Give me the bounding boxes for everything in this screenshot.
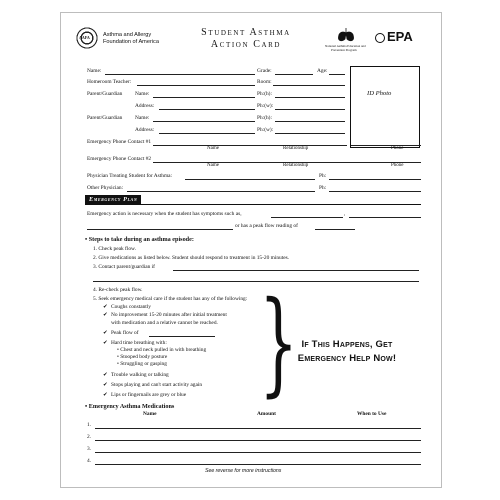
physician-label: Physician Treating Student for Asthma: (87, 173, 173, 179)
physician-phone-label: Ph: (319, 173, 327, 179)
symptom-trouble-walking: Trouble walking or talking (111, 372, 169, 378)
other-physician-line[interactable] (127, 191, 315, 192)
plan-comma: , (344, 211, 346, 217)
plan-intro-a: Emergency action is necessary when the student has symptoms such as, (87, 211, 242, 217)
parent1-address-line[interactable] (159, 109, 255, 110)
parent2-phone-home-label: Ph:(h): (257, 115, 272, 121)
physician-line[interactable] (185, 179, 315, 180)
step-5: 5. Seek emergency medical care if the student has any of the following: (93, 296, 248, 302)
other-physician-phone-line[interactable] (329, 191, 421, 192)
other-physician-phone-label: Ph: (319, 185, 327, 191)
contact-parent-condition-line[interactable] (173, 270, 419, 271)
name-line[interactable] (105, 74, 255, 75)
ec1-col-name: Name (207, 146, 219, 151)
check-icon: ✔ (103, 312, 108, 318)
aafa-logo-text: AAFA (79, 35, 90, 40)
med-row-number-3: 3. (87, 446, 92, 452)
med-row-number-4: 4. (87, 458, 92, 464)
physician-phone-line[interactable] (329, 179, 421, 180)
homeroom-line[interactable] (137, 85, 255, 86)
symptom-hard-breathing: Hard time breathing with: (111, 340, 167, 346)
age-line[interactable] (329, 74, 345, 75)
org-name-line2: Foundation of America (103, 39, 159, 45)
med-row-line-4[interactable] (95, 464, 421, 465)
step-3: 3. Contact parent/guardian if (93, 264, 155, 270)
check-icon: ✔ (103, 372, 108, 378)
symptom-no-improvement-cont: with medication and a relative cannot be reached. (111, 320, 218, 326)
step-2: 2. Give medications as listed below. Student should respond to treatment in 15-20 minutes. (93, 255, 290, 261)
symptom-peak-flow-line[interactable] (149, 336, 215, 337)
symptom-stops-playing: Stops playing and can't start activity again (111, 382, 203, 388)
parent1-address-label: Address: (135, 103, 155, 109)
parent2-address-label: Address: (135, 127, 155, 133)
emergency-contact1-label: Emergency Phone Contact #1 (87, 139, 152, 145)
meds-heading: • Emergency Asthma Medications (85, 403, 175, 410)
other-physician-label: Other Physician: (87, 185, 124, 191)
naeep-line2: Prevention Program (331, 48, 357, 52)
symptom-no-improvement: No improvement 15-20 minutes after initial treatment (111, 312, 227, 318)
ec1-col-relationship: Relationship (283, 146, 309, 151)
symptom-lips-grey: Lips or fingernails are grey or blue (111, 392, 187, 398)
step-1: 1. Check peak flow. (93, 246, 136, 252)
check-icon: ✔ (103, 330, 108, 336)
age-label: Age: (317, 68, 328, 74)
parent2-address-line[interactable] (159, 133, 255, 134)
parent1-phone-work-line[interactable] (275, 109, 345, 110)
parent1-phone-home-line[interactable] (275, 97, 345, 98)
parent1-name-line[interactable] (153, 97, 255, 98)
epa-logo-text: EPA (387, 29, 413, 44)
ec2-col-phone: Phone (391, 163, 404, 168)
parent2-name-label: Name: (135, 115, 150, 121)
parent1-label: Parent/Guardian (87, 91, 123, 97)
homeroom-label: Homeroom Teacher: (87, 79, 132, 85)
epa-seal-icon (375, 33, 385, 43)
symptom-peak-flow: Peak flow of (111, 330, 139, 336)
callout-line2: Emergency Help Now! (297, 353, 397, 364)
symptom-stooped: • Stooped body posture (117, 354, 168, 360)
steps-heading: • Steps to take during an asthma episode: (85, 236, 194, 243)
card-title-line2: Action Card (210, 39, 282, 50)
symptom-line-2[interactable] (349, 217, 421, 218)
peak-flow-threshold-line[interactable] (315, 229, 355, 230)
ec2-col-name: Name (207, 163, 219, 168)
parent1-name-label: Name: (135, 91, 150, 97)
plan-rule (85, 204, 421, 205)
med-row-line-2[interactable] (95, 440, 421, 441)
emergency-contact1-line[interactable] (153, 145, 347, 146)
meds-col-when: When to Use (357, 411, 387, 417)
id-photo-box[interactable] (350, 66, 420, 148)
parent2-phone-work-label: Ph:(w): (257, 127, 274, 133)
parent2-phone-work-line[interactable] (275, 133, 345, 134)
parent2-label: Parent/Guardian (87, 115, 123, 121)
med-row-line-1[interactable] (95, 428, 421, 429)
check-icon: ✔ (103, 382, 108, 388)
room-line[interactable] (273, 85, 345, 86)
symptom-struggling: • Struggling or gasping (117, 361, 167, 367)
symptom-chest-neck: • Chest and neck pulled in with breathing (117, 347, 207, 353)
org-name-line1: Asthma and Allergy (103, 32, 152, 38)
ec2-col-relationship: Relationship (283, 163, 309, 168)
step-4: 4. Re-check peak flow. (93, 287, 143, 293)
room-label: Room: (257, 79, 272, 85)
footer-note: See reverse for more instructions (205, 468, 282, 474)
med-row-number-2: 2. (87, 434, 92, 440)
emergency-contact2-label: Emergency Phone Contact #2 (87, 156, 152, 162)
action-card-page (60, 12, 442, 488)
id-photo-label: ID Photo (367, 90, 392, 97)
parent2-phone-home-line[interactable] (275, 121, 345, 122)
naeep-lungs-icon (337, 27, 355, 43)
check-icon: ✔ (103, 392, 108, 398)
contact-parent-condition-line-2[interactable] (93, 281, 419, 282)
parent1-phone-work-label: Ph:(w): (257, 103, 274, 109)
med-row-line-3[interactable] (95, 452, 421, 453)
meds-col-name: Name (143, 411, 157, 417)
parent1-phone-home-label: Ph:(h): (257, 91, 272, 97)
grade-label: Grade: (257, 68, 272, 74)
callout-line1: If This Happens, Get (301, 339, 393, 350)
meds-col-amount: Amount (257, 411, 276, 417)
ec1-phone-line[interactable] (351, 145, 421, 146)
check-icon: ✔ (103, 304, 108, 310)
plan-intro-b: or has a peak flow reading of (235, 223, 298, 229)
right-brace-icon: } (259, 278, 299, 408)
name-label: Name: (87, 68, 102, 74)
card-title-line1: Student Asthma (201, 27, 291, 38)
med-row-number-1: 1. (87, 422, 92, 428)
symptom-line-3[interactable] (87, 229, 233, 230)
naeep-line1: National Asthma Education and (325, 44, 366, 48)
grade-line[interactable] (275, 74, 313, 75)
parent2-name-line[interactable] (153, 121, 255, 122)
emergency-plan-heading: Emergency Plan (85, 195, 141, 204)
symptom-coughs: Coughs constantly (111, 304, 151, 310)
symptom-line-1[interactable] (271, 217, 343, 218)
ec1-col-phone: Phone (391, 146, 404, 151)
check-icon: ✔ (103, 340, 108, 346)
